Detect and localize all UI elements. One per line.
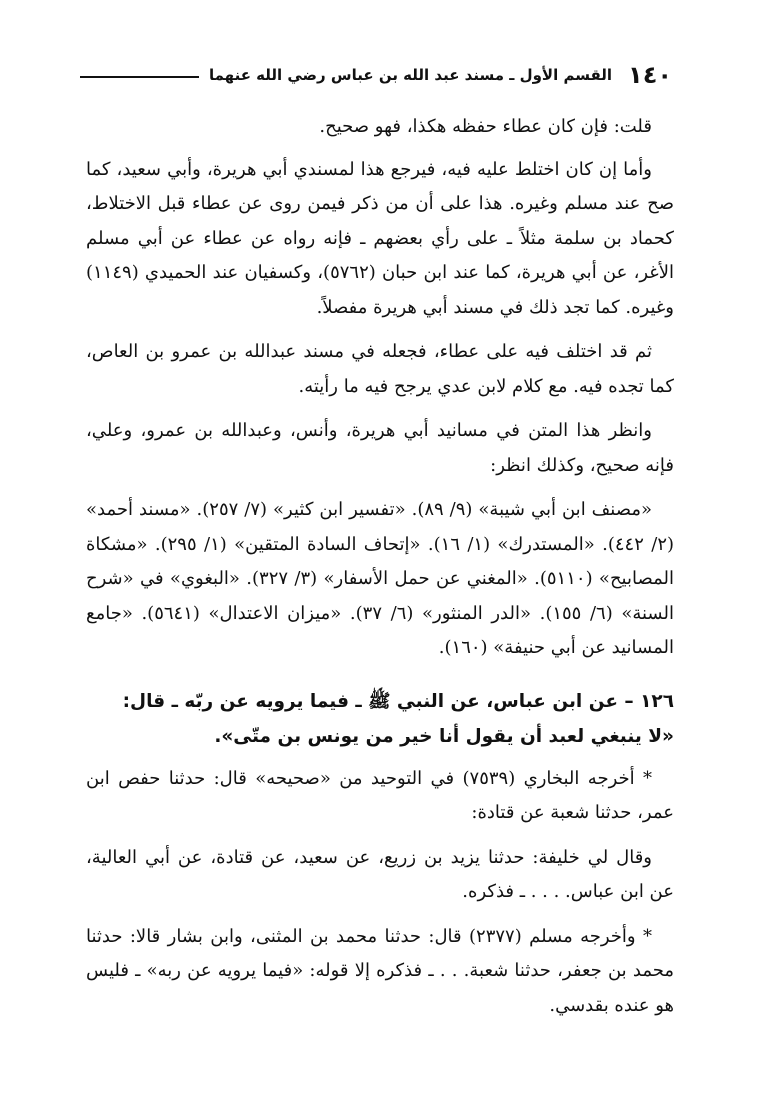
hadith-text: «لا ينبغي لعبد أن يقول أنا خير من يونس بن متّى».	[214, 725, 674, 747]
paragraph-discussion: ثم قد اختلف فيه على عطاء، فجعله في مسند عبدالله بن عمرو بن العاص، كما تجده فيه. مع كلام لابن عدي يرجح فيه ما رأيته.	[86, 341, 674, 397]
header-rule	[80, 76, 199, 78]
hadith-heading	[86, 684, 674, 754]
page-body	[86, 110, 674, 1023]
paragraph-discussion: وانظر هذا المتن في مسانيد أبي هريرة، وأنس، وعبدالله بن عمرو، وعلي، فإنه صحيح، وكذلك انظر:	[86, 420, 674, 476]
paragraph-takhrij: * أخرجه البخاري (٧٥٣٩) في التوحيد من «صحيحه» قال: حدثنا حفص ابن عمر، حدثنا شعبة عن قتادة:	[86, 767, 674, 823]
page-number: ١٤٠	[628, 61, 672, 89]
paragraph-takhrij: * وأخرجه مسلم (٢٣٧٧) قال: حدثنا محمد بن المثنى، وابن بشار قالا: حدثنا محمد بن جعفر، حدثنا شعبة. . . ـ فذكره إلا قوله: «فيما يرويه عن ربه» ـ فليس هو عنده بقدسي.	[86, 925, 674, 1016]
page-header	[80, 58, 672, 92]
paragraph-takhrij: وقال لي خليفة: حدثنا يزيد بن زريع، عن سعيد، عن قتادة، عن أبي العالية، عن ابن عباس. . . . ـ فذكره.	[86, 846, 674, 902]
hadith-number-chain: ١٢٦ – عن ابن عباس، عن النبي ﷺ ـ فيما يرويه عن ربّه ـ قال:	[122, 690, 674, 712]
paragraph-discussion: وأما إن كان اختلط عليه فيه، فيرجع هذا لمسندي أبي هريرة، وأبي سعيد، كما صح عند مسلم وغيره. هذا على أن من ذكر فيمن روى عن عطاء قبل الاختلاط، كحماد بن سلمة مثلاً ـ على رأي بعضهم ـ فإنه رواه عن عطاء عن أبي مسلم الأغر، عن أبي هريرة، كما عند ابن حبان (٥٧٦٢)، وكسفيان عند الحميدي (١١٤٩) وغيره. كما تجد ذلك في مسند أبي هريرة مفصلاً.	[86, 158, 674, 318]
paragraph-note: قلت: فإن كان عطاء حفظه هكذا، فهو صحيح.	[319, 116, 652, 137]
running-title: القسم الأول ـ مسند عبد الله بن عباس رضي الله عنهما	[208, 66, 613, 84]
paragraph-references: «مصنف ابن أبي شيبة» (٩/ ٨٩). «تفسير ابن كثير» (٧/ ٢٥٧). «مسند أحمد» (٢/ ٤٤٢). «المستدرك» (١/ ١٦). «إتحاف السادة المتقين» (١/ ٢٩٥). «مشكاة المصابيح» (٥١١٠). «المغني عن حمل الأسفار» (٣/ ٣٢٧). «البغوي» في «شرح السنة» (٦/ ١٥٥). «الدر المنثور» (٦/ ٣٧). «ميزان الاعتدال» (٥٦٤١). «جامع المسانيد عن أبي حنيفة» (١٦٠).	[86, 499, 675, 658]
